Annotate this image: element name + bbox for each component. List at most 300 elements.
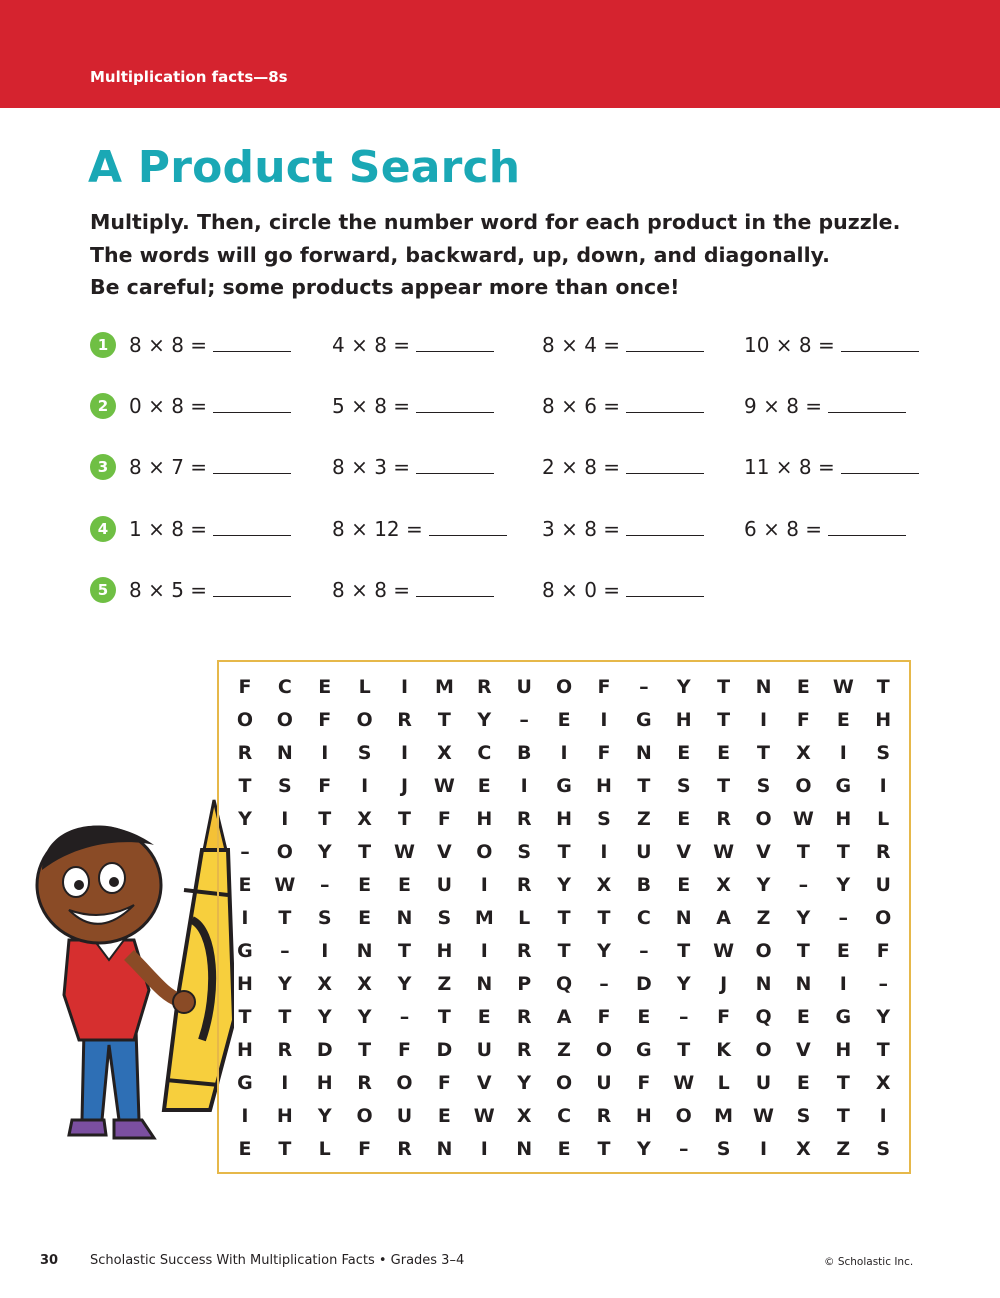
grid-letter[interactable]: X bbox=[875, 1072, 891, 1095]
grid-letter[interactable]: S bbox=[317, 906, 332, 929]
grid-letter[interactable]: O bbox=[755, 940, 772, 963]
grid-letter[interactable]: E bbox=[557, 1138, 571, 1161]
grid-letter[interactable]: N bbox=[635, 741, 652, 764]
grid-letter[interactable]: Y bbox=[317, 840, 332, 863]
grid-letter[interactable]: T bbox=[876, 1039, 890, 1062]
grid-letter[interactable]: Y bbox=[357, 1006, 372, 1029]
grid-letter[interactable]: H bbox=[596, 774, 612, 797]
grid-letter[interactable]: I bbox=[839, 741, 847, 764]
grid-letter[interactable]: U bbox=[596, 1072, 612, 1095]
grid-letter[interactable]: T bbox=[717, 675, 731, 698]
grid-letter[interactable]: Q bbox=[555, 973, 573, 996]
grid-letter[interactable]: – bbox=[838, 906, 849, 929]
grid-letter[interactable]: N bbox=[516, 1138, 533, 1161]
grid-letter[interactable]: S bbox=[517, 840, 532, 863]
grid-letter[interactable]: U bbox=[636, 840, 652, 863]
answer-blank[interactable] bbox=[626, 577, 704, 597]
grid-letter[interactable]: E bbox=[358, 873, 372, 896]
grid-letter[interactable]: T bbox=[437, 1006, 451, 1029]
grid-letter[interactable]: O bbox=[476, 840, 493, 863]
grid-letter[interactable]: N bbox=[755, 973, 772, 996]
answer-blank[interactable] bbox=[213, 393, 291, 413]
grid-letter[interactable]: I bbox=[241, 1105, 249, 1128]
grid-letter[interactable]: N bbox=[795, 973, 812, 996]
answer-blank[interactable] bbox=[828, 516, 906, 536]
grid-letter[interactable]: E bbox=[677, 741, 691, 764]
grid-letter[interactable]: X bbox=[596, 873, 612, 896]
grid-row bbox=[225, 703, 905, 736]
grid-letter[interactable]: I bbox=[321, 741, 329, 764]
grid-letter[interactable]: T bbox=[637, 774, 651, 797]
grid-letter[interactable]: – bbox=[519, 708, 529, 731]
grid-letter[interactable]: T bbox=[836, 840, 850, 863]
grid-letter[interactable]: K bbox=[716, 1039, 731, 1062]
grid-letter[interactable]: N bbox=[755, 675, 772, 698]
grid-letter[interactable]: G bbox=[237, 1072, 253, 1095]
grid-letter[interactable]: T bbox=[318, 807, 332, 830]
grid-letter[interactable]: R bbox=[397, 708, 412, 731]
grid-letter[interactable]: E bbox=[557, 708, 571, 731]
grid-letter[interactable]: S bbox=[597, 807, 611, 830]
answer-blank[interactable] bbox=[416, 393, 494, 413]
grid-letter[interactable]: S bbox=[357, 741, 372, 764]
multiplication-problem bbox=[129, 331, 291, 359]
grid-letter[interactable]: I bbox=[361, 774, 369, 797]
grid-letter[interactable]: L bbox=[877, 807, 890, 830]
grid-letter[interactable]: F bbox=[398, 1039, 411, 1062]
grid-letter[interactable]: T bbox=[876, 675, 890, 698]
grid-letter[interactable]: G bbox=[237, 940, 253, 963]
grid-letter[interactable]: E bbox=[796, 1072, 810, 1095]
grid-row bbox=[225, 802, 905, 835]
grid-letter[interactable]: S bbox=[756, 774, 771, 797]
grid-letter[interactable]: T bbox=[557, 940, 571, 963]
grid-letter[interactable]: – bbox=[319, 873, 330, 896]
grid-letter[interactable]: Y bbox=[756, 873, 771, 896]
grid-letter[interactable]: C bbox=[557, 1105, 572, 1128]
grid-row bbox=[225, 1001, 905, 1034]
grid-letter[interactable]: T bbox=[278, 1138, 292, 1161]
grid-letter[interactable]: W bbox=[394, 840, 415, 863]
grid-letter[interactable]: Y bbox=[397, 973, 412, 996]
grid-letter[interactable]: X bbox=[317, 973, 333, 996]
grid-letter[interactable]: O bbox=[755, 807, 772, 830]
grid-letter[interactable]: W bbox=[274, 873, 296, 896]
grid-letter[interactable]: D bbox=[436, 1039, 453, 1062]
grid-letter[interactable]: H bbox=[276, 1105, 293, 1128]
grid-letter[interactable]: L bbox=[518, 906, 531, 929]
grid-letter[interactable]: W bbox=[473, 1105, 495, 1128]
grid-letter[interactable]: H bbox=[556, 807, 573, 830]
grid-letter[interactable]: T bbox=[278, 906, 292, 929]
grid-letter[interactable]: T bbox=[358, 840, 372, 863]
grid-letter[interactable]: D bbox=[635, 973, 652, 996]
grid-letter[interactable]: M bbox=[434, 675, 454, 698]
grid-letter[interactable]: S bbox=[876, 1138, 891, 1161]
grid-letter[interactable]: X bbox=[357, 807, 372, 830]
grid-letter[interactable]: H bbox=[675, 708, 692, 731]
grid-letter[interactable]: E bbox=[717, 741, 731, 764]
grid-letter[interactable]: A bbox=[556, 1006, 572, 1029]
grid-letter[interactable]: F bbox=[358, 1138, 372, 1161]
grid-letter[interactable]: T bbox=[717, 774, 731, 797]
answer-blank[interactable] bbox=[213, 332, 291, 352]
grid-letter[interactable]: B bbox=[636, 873, 652, 896]
answer-blank[interactable] bbox=[416, 332, 494, 352]
multiplication-problem bbox=[542, 453, 704, 481]
grid-letter[interactable]: I bbox=[879, 774, 887, 797]
grid-letter[interactable]: Y bbox=[597, 940, 611, 963]
grid-letter[interactable]: R bbox=[476, 675, 492, 698]
grid-letter[interactable]: F bbox=[597, 741, 611, 764]
grid-letter[interactable]: W bbox=[792, 807, 814, 830]
grid-letter[interactable]: E bbox=[238, 1138, 252, 1161]
grid-letter[interactable]: W bbox=[433, 774, 455, 797]
grid-letter[interactable]: F bbox=[637, 1072, 651, 1095]
grid-letter[interactable]: S bbox=[437, 906, 452, 929]
grid-letter[interactable]: N bbox=[476, 973, 493, 996]
grid-letter[interactable]: H bbox=[875, 708, 892, 731]
grid-letter[interactable]: T bbox=[757, 741, 770, 764]
grid-letter[interactable]: R bbox=[716, 807, 731, 830]
grid-letter[interactable]: F bbox=[717, 1006, 731, 1029]
answer-blank[interactable] bbox=[213, 516, 291, 536]
grid-letter[interactable]: V bbox=[676, 840, 692, 863]
grid-letter[interactable]: T bbox=[597, 1138, 611, 1161]
grid-letter[interactable]: U bbox=[476, 1039, 492, 1062]
grid-letter[interactable]: I bbox=[281, 1072, 289, 1095]
grid-letter[interactable]: U bbox=[396, 1105, 413, 1128]
word-search-grid bbox=[225, 670, 905, 1166]
grid-letter[interactable]: T bbox=[557, 840, 571, 863]
grid-letter[interactable]: T bbox=[358, 1039, 372, 1062]
grid-letter[interactable]: M bbox=[474, 906, 494, 929]
grid-letter[interactable]: V bbox=[756, 840, 771, 863]
grid-letter[interactable]: S bbox=[676, 774, 691, 797]
grid-letter[interactable]: T bbox=[677, 1039, 691, 1062]
grid-letter[interactable]: T bbox=[796, 840, 810, 863]
grid-letter[interactable]: H bbox=[835, 807, 852, 830]
grid-letter[interactable]: I bbox=[600, 840, 608, 863]
grid-letter[interactable]: O bbox=[675, 1105, 692, 1128]
grid-letter[interactable]: O bbox=[396, 1072, 413, 1095]
grid-letter[interactable]: O bbox=[555, 675, 573, 698]
grid-letter[interactable]: O bbox=[875, 906, 892, 929]
grid-letter[interactable]: U bbox=[875, 873, 891, 896]
grid-letter[interactable]: B bbox=[516, 741, 532, 764]
grid-letter[interactable]: Y bbox=[836, 873, 851, 896]
grid-letter[interactable]: O bbox=[276, 840, 293, 863]
grid-letter[interactable]: O bbox=[795, 774, 812, 797]
grid-letter[interactable]: G bbox=[556, 774, 572, 797]
answer-blank[interactable] bbox=[213, 454, 291, 474]
grid-letter[interactable]: F bbox=[318, 774, 332, 797]
problem-text: 3 × 8 = bbox=[542, 517, 621, 541]
problem-row bbox=[0, 453, 1000, 483]
grid-letter[interactable]: C bbox=[277, 675, 292, 698]
grid-letter[interactable]: T bbox=[398, 807, 411, 830]
multiplication-problem bbox=[129, 576, 291, 604]
answer-blank[interactable] bbox=[213, 577, 291, 597]
grid-letter[interactable]: E bbox=[796, 675, 810, 698]
grid-letter[interactable]: R bbox=[397, 1138, 412, 1161]
grid-letter[interactable]: Y bbox=[876, 1006, 891, 1029]
grid-letter[interactable]: R bbox=[596, 1105, 612, 1128]
grid-letter[interactable]: Y bbox=[317, 1006, 332, 1029]
grid-letter[interactable]: F bbox=[318, 708, 332, 731]
grid-letter[interactable]: I bbox=[600, 708, 608, 731]
grid-letter[interactable]: H bbox=[436, 940, 453, 963]
grid-letter[interactable]: S bbox=[876, 741, 891, 764]
grid-letter[interactable]: S bbox=[796, 1105, 811, 1128]
grid-letter[interactable]: N bbox=[675, 906, 692, 929]
grid-letter[interactable]: W bbox=[713, 840, 735, 863]
grid-letter[interactable]: – bbox=[798, 873, 809, 896]
grid-letter[interactable]: E bbox=[477, 1006, 491, 1029]
grid-letter[interactable]: E bbox=[677, 873, 691, 896]
multiplication-problem bbox=[332, 515, 507, 543]
answer-blank[interactable] bbox=[841, 454, 919, 474]
grid-letter[interactable]: E bbox=[398, 873, 411, 896]
grid-letter[interactable]: Y bbox=[277, 973, 292, 996]
grid-letter[interactable]: T bbox=[597, 906, 611, 929]
grid-letter[interactable]: T bbox=[836, 1072, 850, 1095]
answer-blank[interactable] bbox=[841, 332, 919, 352]
grid-letter[interactable]: E bbox=[477, 774, 491, 797]
grid-row bbox=[225, 1034, 905, 1067]
grid-letter[interactable]: I bbox=[480, 873, 488, 896]
grid-letter[interactable]: W bbox=[673, 1072, 695, 1095]
problem-text: 8 × 3 = bbox=[332, 455, 411, 479]
grid-letter[interactable]: W bbox=[832, 675, 854, 698]
grid-letter[interactable]: X bbox=[796, 741, 811, 764]
page-number: 30 bbox=[40, 1253, 59, 1268]
grid-letter[interactable]: N bbox=[276, 741, 293, 764]
grid-letter[interactable]: T bbox=[557, 906, 571, 929]
grid-letter[interactable]: N bbox=[356, 940, 373, 963]
grid-letter[interactable]: R bbox=[516, 1039, 532, 1062]
grid-letter[interactable]: T bbox=[437, 708, 451, 731]
grid-letter[interactable]: F bbox=[437, 1072, 451, 1095]
grid-letter[interactable]: I bbox=[839, 973, 847, 996]
grid-letter[interactable]: Y bbox=[317, 1105, 332, 1128]
grid-letter[interactable]: – bbox=[240, 840, 250, 863]
grid-letter[interactable]: Z bbox=[756, 906, 771, 929]
problem-text: 5 × 8 = bbox=[332, 394, 411, 418]
grid-letter[interactable]: C bbox=[636, 906, 651, 929]
grid-letter[interactable]: V bbox=[476, 1072, 492, 1095]
grid-letter[interactable]: Z bbox=[437, 973, 452, 996]
grid-letter[interactable]: L bbox=[717, 1072, 730, 1095]
grid-letter[interactable]: X bbox=[516, 1105, 532, 1128]
grid-letter[interactable]: O bbox=[356, 708, 373, 731]
grid-letter[interactable]: E bbox=[318, 675, 332, 698]
grid-letter[interactable]: Z bbox=[836, 1138, 851, 1161]
grid-letter[interactable]: U bbox=[516, 675, 532, 698]
grid-letter[interactable]: Z bbox=[557, 1039, 571, 1062]
multiplication-problem bbox=[332, 331, 494, 359]
grid-letter[interactable]: I bbox=[400, 741, 409, 764]
grid-letter[interactable]: E bbox=[358, 906, 372, 929]
grid-letter[interactable]: O bbox=[276, 708, 293, 731]
grid-letter[interactable]: Y bbox=[676, 973, 691, 996]
grid-letter[interactable]: M bbox=[714, 1105, 734, 1128]
grid-letter[interactable]: – bbox=[399, 1006, 410, 1029]
grid-letter[interactable]: T bbox=[278, 1006, 292, 1029]
grid-letter[interactable]: T bbox=[677, 940, 691, 963]
grid-letter[interactable]: H bbox=[236, 973, 253, 996]
grid-letter[interactable]: F bbox=[597, 1006, 611, 1029]
page-title: A Product Search bbox=[88, 142, 521, 193]
grid-letter[interactable]: H bbox=[835, 1039, 852, 1062]
grid-letter[interactable]: J bbox=[720, 973, 728, 996]
grid-letter[interactable]: A bbox=[716, 906, 731, 929]
grid-letter[interactable]: R bbox=[516, 1006, 532, 1029]
grid-letter[interactable]: Y bbox=[676, 675, 691, 698]
grid-letter[interactable]: I bbox=[281, 807, 289, 830]
grid-letter[interactable]: W bbox=[713, 940, 735, 963]
grid-letter[interactable]: G bbox=[636, 1039, 652, 1062]
grid-letter[interactable]: I bbox=[520, 774, 528, 797]
grid-letter[interactable]: X bbox=[437, 741, 452, 764]
grid-letter[interactable]: R bbox=[516, 940, 532, 963]
grid-letter[interactable]: – bbox=[280, 940, 290, 963]
grid-letter[interactable]: I bbox=[759, 708, 768, 731]
grid-letter[interactable]: E bbox=[836, 708, 850, 731]
answer-blank[interactable] bbox=[416, 454, 494, 474]
row-number-badge: 2 bbox=[90, 393, 116, 419]
grid-letter[interactable]: T bbox=[398, 940, 411, 963]
multiplication-problem bbox=[542, 331, 704, 359]
grid-letter[interactable]: H bbox=[476, 807, 493, 830]
grid-letter[interactable]: W bbox=[753, 1105, 774, 1128]
answer-blank[interactable] bbox=[416, 577, 494, 597]
grid-letter[interactable]: R bbox=[357, 1072, 372, 1095]
grid-letter[interactable]: S bbox=[277, 774, 292, 797]
grid-letter[interactable]: H bbox=[635, 1105, 652, 1128]
answer-blank[interactable] bbox=[828, 393, 906, 413]
grid-letter[interactable]: O bbox=[595, 1039, 613, 1062]
grid-letter[interactable]: Y bbox=[238, 807, 252, 830]
grid-letter[interactable]: I bbox=[480, 940, 488, 963]
grid-letter[interactable]: – bbox=[678, 1006, 689, 1029]
grid-letter[interactable]: V bbox=[796, 1039, 811, 1062]
grid-letter[interactable]: Y bbox=[796, 906, 811, 929]
grid-letter[interactable]: F bbox=[876, 940, 890, 963]
grid-letter[interactable]: I bbox=[400, 675, 409, 698]
grid-letter[interactable]: I bbox=[321, 940, 329, 963]
grid-letter[interactable]: T bbox=[238, 774, 252, 797]
grid-letter[interactable]: E bbox=[437, 1105, 451, 1128]
grid-letter[interactable]: C bbox=[477, 741, 492, 764]
grid-letter[interactable]: T bbox=[796, 940, 810, 963]
grid-letter[interactable]: Q bbox=[755, 1006, 772, 1029]
grid-letter[interactable]: – bbox=[599, 973, 609, 996]
grid-letter[interactable]: F bbox=[437, 807, 451, 830]
grid-letter[interactable]: E bbox=[637, 1006, 651, 1029]
multiplication-problem bbox=[129, 392, 291, 420]
grid-letter[interactable]: L bbox=[358, 675, 371, 698]
grid-letter[interactable]: O bbox=[236, 708, 254, 731]
instructions bbox=[90, 206, 970, 304]
grid-letter[interactable]: E bbox=[238, 873, 252, 896]
grid-letter[interactable]: X bbox=[716, 873, 731, 896]
grid-letter[interactable]: R bbox=[277, 1039, 293, 1062]
grid-letter[interactable]: U bbox=[755, 1072, 772, 1095]
grid-letter[interactable]: J bbox=[400, 774, 409, 797]
grid-letter[interactable]: – bbox=[878, 973, 888, 996]
grid-letter[interactable]: D bbox=[316, 1039, 333, 1062]
grid-letter[interactable]: L bbox=[318, 1138, 331, 1161]
grid-letter[interactable]: S bbox=[716, 1138, 731, 1161]
copyright: © Scholastic Inc. bbox=[824, 1256, 914, 1268]
grid-letter[interactable]: F bbox=[238, 675, 252, 698]
instruction-line: Multiply. Then, circle the number word for each product in the puzzle. bbox=[90, 210, 901, 234]
grid-letter[interactable]: X bbox=[796, 1138, 811, 1161]
grid-letter[interactable]: Y bbox=[636, 1138, 651, 1161]
problem-row bbox=[0, 331, 1000, 361]
answer-blank[interactable] bbox=[626, 332, 704, 352]
grid-letter[interactable]: I bbox=[241, 906, 249, 929]
answer-blank[interactable] bbox=[626, 454, 704, 474]
grid-letter[interactable]: – bbox=[639, 675, 649, 698]
grid-letter[interactable]: O bbox=[356, 1105, 373, 1128]
grid-letter[interactable]: P bbox=[517, 973, 532, 996]
grid-letter[interactable]: G bbox=[835, 1006, 852, 1029]
grid-letter[interactable]: H bbox=[316, 1072, 333, 1095]
grid-letter[interactable]: F bbox=[597, 675, 611, 698]
grid-letter[interactable]: G bbox=[835, 774, 852, 797]
grid-letter[interactable]: R bbox=[516, 807, 532, 830]
multiplication-problem bbox=[744, 515, 906, 543]
grid-letter[interactable]: T bbox=[717, 708, 731, 731]
grid-letter[interactable]: Z bbox=[636, 807, 651, 830]
grid-letter[interactable]: I bbox=[480, 1138, 488, 1161]
grid-letter[interactable]: N bbox=[436, 1138, 453, 1161]
grid-letter[interactable]: E bbox=[796, 1006, 810, 1029]
grid-letter[interactable]: I bbox=[759, 1138, 768, 1161]
grid-letter[interactable]: Y bbox=[557, 873, 571, 896]
row-number-badge: 4 bbox=[90, 516, 116, 542]
grid-letter[interactable]: H bbox=[236, 1039, 253, 1062]
grid-letter[interactable]: Y bbox=[517, 1072, 532, 1095]
grid-letter[interactable]: T bbox=[836, 1105, 850, 1128]
grid-letter[interactable]: I bbox=[879, 1105, 887, 1128]
grid-row bbox=[225, 835, 905, 868]
grid-letter[interactable]: N bbox=[396, 906, 413, 929]
answer-blank[interactable] bbox=[626, 393, 704, 413]
grid-letter[interactable]: O bbox=[555, 1072, 573, 1095]
grid-letter[interactable]: U bbox=[436, 873, 453, 896]
grid-letter[interactable]: F bbox=[796, 708, 810, 731]
grid-letter[interactable]: R bbox=[237, 741, 253, 764]
answer-blank[interactable] bbox=[626, 516, 704, 536]
grid-letter[interactable]: – bbox=[678, 1138, 689, 1161]
grid-letter[interactable]: G bbox=[636, 708, 652, 731]
answer-blank[interactable] bbox=[429, 516, 507, 536]
grid-letter[interactable]: V bbox=[437, 840, 452, 863]
grid-letter[interactable]: E bbox=[677, 807, 691, 830]
grid-letter[interactable]: E bbox=[836, 940, 850, 963]
grid-letter[interactable]: T bbox=[238, 1006, 252, 1029]
grid-letter[interactable]: X bbox=[357, 973, 372, 996]
grid-letter[interactable]: O bbox=[755, 1039, 772, 1062]
grid-letter[interactable]: – bbox=[639, 940, 649, 963]
grid-letter[interactable]: I bbox=[560, 741, 568, 764]
grid-letter[interactable]: R bbox=[516, 873, 532, 896]
grid-letter[interactable]: Y bbox=[477, 708, 492, 731]
grid-letter[interactable]: R bbox=[875, 840, 891, 863]
